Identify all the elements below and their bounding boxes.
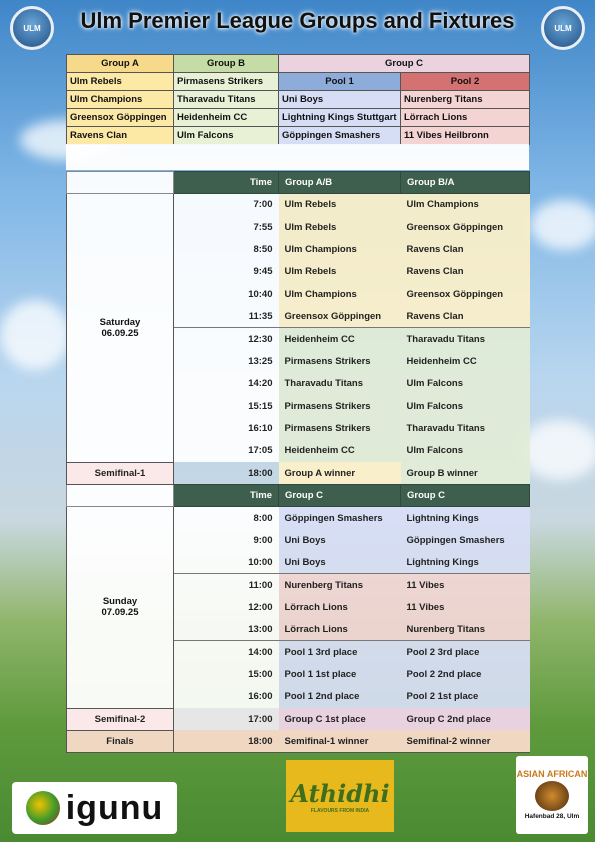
league-logo-left: ULM bbox=[10, 6, 54, 50]
match-team-2: Lightning Kings bbox=[401, 551, 530, 573]
group-a-team: Ulm Rebels bbox=[67, 73, 174, 91]
match-time: 15:00 bbox=[174, 663, 279, 685]
team-header: Group C bbox=[279, 485, 401, 507]
match-team-1: Uni Boys bbox=[279, 529, 401, 551]
semifinal-1 bbox=[67, 462, 530, 484]
header-blank-cell bbox=[67, 485, 174, 507]
match-team-2: Ravens Clan bbox=[401, 238, 530, 260]
igunu-wordmark: igunu bbox=[65, 788, 164, 827]
sponsor-asian-african-logo bbox=[516, 756, 588, 834]
match-time: 8:50 bbox=[174, 238, 279, 260]
match-team-1: Lörrach Lions bbox=[279, 619, 401, 641]
saturday-label bbox=[67, 194, 174, 463]
match-team-1: Nurenberg Titans bbox=[279, 574, 401, 596]
fixture-row bbox=[67, 194, 530, 216]
group-a-team: Greensox Göppingen bbox=[67, 109, 174, 127]
group-b-team: Heidenheim CC bbox=[174, 109, 279, 127]
match-team-2: Pool 2 2nd place bbox=[401, 663, 530, 685]
match-team-1: Heidenheim CC bbox=[279, 440, 401, 462]
match-team-1: Greensox Göppingen bbox=[279, 305, 401, 327]
match-time: 9:45 bbox=[174, 261, 279, 283]
finals bbox=[67, 730, 530, 752]
match-team-1: Pool 1 3rd place bbox=[279, 641, 401, 663]
athidhi-tagline: FLAVOURS FROM INDIA bbox=[310, 807, 370, 814]
match-time: 15:15 bbox=[174, 395, 279, 417]
igunu-mark-icon bbox=[26, 791, 60, 825]
match-team-1: Pirmasens Strikers bbox=[279, 350, 401, 372]
day-name: Sunday bbox=[102, 596, 138, 608]
match-time: 18:00 bbox=[174, 730, 279, 752]
group-a-team: Ulm Champions bbox=[67, 91, 174, 109]
fixture-row bbox=[67, 507, 530, 529]
athidhi-wordmark: Athidhi bbox=[290, 778, 390, 808]
day-date: 07.09.25 bbox=[101, 607, 139, 619]
match-team-2: Greensox Göppingen bbox=[401, 283, 530, 305]
asian-african-wordmark: ASIAN AFRICAN bbox=[516, 769, 588, 779]
match-time: 17:05 bbox=[174, 440, 279, 462]
page-title: Ulm Premier League Groups and Fixtures bbox=[80, 8, 515, 33]
match-time: 11:00 bbox=[174, 574, 279, 596]
match-team-2: Lightning Kings bbox=[401, 507, 530, 529]
sunday-label bbox=[67, 507, 174, 709]
match-team-2: Semifinal-2 winner bbox=[401, 730, 530, 752]
header-blank-cell bbox=[67, 172, 174, 194]
groups-table bbox=[66, 54, 530, 145]
league-logo-right: ULM bbox=[541, 6, 585, 50]
match-team-1: Semifinal-1 winner bbox=[279, 730, 401, 752]
match-time: 7:55 bbox=[174, 216, 279, 238]
sponsor-igunu-logo bbox=[12, 782, 177, 834]
match-time: 14:20 bbox=[174, 373, 279, 395]
match-team-2: Tharavadu Titans bbox=[401, 417, 530, 439]
team-header: Group A/B bbox=[279, 172, 401, 194]
match-team-1: Ulm Champions bbox=[279, 238, 401, 260]
match-team-1: Ulm Rebels bbox=[279, 261, 401, 283]
semifinal-2-label: Semifinal-2 bbox=[67, 708, 174, 730]
pool-1-team: Göppingen Smashers bbox=[279, 127, 401, 145]
pool-1-team: Lightning Kings Stuttgart bbox=[279, 109, 401, 127]
match-time: 14:00 bbox=[174, 641, 279, 663]
match-time: 16:10 bbox=[174, 417, 279, 439]
pool-2-team: 11 Vibes Heilbronn bbox=[401, 127, 530, 145]
match-team-2: Ulm Falcons bbox=[401, 440, 530, 462]
group-b-team: Pirmasens Strikers bbox=[174, 73, 279, 91]
match-team-2: Group B winner bbox=[401, 462, 530, 484]
match-team-2: 11 Vibes bbox=[401, 574, 530, 596]
match-time: 18:00 bbox=[248, 467, 273, 479]
match-team-1: Ulm Rebels bbox=[279, 216, 401, 238]
match-time: 7:00 bbox=[174, 194, 279, 216]
day-name: Saturday bbox=[99, 316, 141, 328]
fixtures-table bbox=[66, 171, 530, 753]
match-team-2: Ulm Falcons bbox=[401, 373, 530, 395]
match-team-2: Heidenheim CC bbox=[401, 350, 530, 372]
match-time: 8:00 bbox=[174, 507, 279, 529]
group-b-team: Ulm Falcons bbox=[174, 127, 279, 145]
pool-2-team: Lörrach Lions bbox=[401, 109, 530, 127]
spacer-band bbox=[66, 144, 529, 170]
sponsor-athidhi-logo bbox=[286, 760, 394, 832]
match-team-2: 11 Vibes bbox=[401, 596, 530, 618]
match-time: 12:30 bbox=[174, 328, 279, 350]
match-team-2: Pool 2 3rd place bbox=[401, 641, 530, 663]
match-team-2: Ravens Clan bbox=[401, 261, 530, 283]
match-team-1: Pirmasens Strikers bbox=[279, 417, 401, 439]
group-b-header: Group B bbox=[174, 55, 279, 73]
match-team-2: Tharavadu Titans bbox=[401, 328, 530, 350]
match-time: 10:00 bbox=[174, 551, 279, 573]
match-team-1: Ulm Champions bbox=[279, 283, 401, 305]
match-team-1: Ulm Rebels bbox=[279, 194, 401, 216]
match-time: 13:25 bbox=[174, 350, 279, 372]
match-team-1: Lörrach Lions bbox=[279, 596, 401, 618]
pool-1-header: Pool 1 bbox=[279, 73, 401, 91]
match-time: 16:00 bbox=[174, 686, 279, 708]
group-a-team: Ravens Clan bbox=[67, 127, 174, 145]
asian-african-address: Hafenbad 28, Ulm bbox=[524, 813, 580, 820]
match-team-1: Heidenheim CC bbox=[279, 328, 401, 350]
pool-2-team: Nurenberg Titans bbox=[401, 91, 530, 109]
africa-globe-icon bbox=[535, 781, 569, 811]
match-team-1: Pool 1 1st place bbox=[279, 663, 401, 685]
match-time: 10:40 bbox=[174, 283, 279, 305]
match-team-2: Pool 2 1st place bbox=[401, 686, 530, 708]
match-team-2: Göppingen Smashers bbox=[401, 529, 530, 551]
match-time: 12:00 bbox=[174, 596, 279, 618]
match-team-2: Greensox Göppingen bbox=[401, 216, 530, 238]
group-b-team: Tharavadu Titans bbox=[174, 91, 279, 109]
match-team-1: Pool 1 2nd place bbox=[279, 686, 401, 708]
match-time: 9:00 bbox=[174, 529, 279, 551]
semifinal-1-label: Semifinal-1 bbox=[67, 462, 174, 484]
time-header: Time bbox=[174, 172, 279, 194]
match-team-1: Group C 1st place bbox=[279, 708, 401, 730]
group-c-header: Group C bbox=[279, 55, 530, 73]
match-team-2: Group C 2nd place bbox=[401, 708, 530, 730]
match-team-1: Göppingen Smashers bbox=[279, 507, 401, 529]
match-team-2: Ulm Champions bbox=[401, 194, 530, 216]
match-team-2: Nurenberg Titans bbox=[401, 619, 530, 641]
semifinal-2 bbox=[67, 708, 530, 730]
match-team-2: Ulm Falcons bbox=[401, 395, 530, 417]
match-time: 11:35 bbox=[174, 305, 279, 327]
group-a-header: Group A bbox=[67, 55, 174, 73]
match-team-1: Uni Boys bbox=[279, 551, 401, 573]
match-time: 13:00 bbox=[174, 619, 279, 641]
team-header: Group C bbox=[401, 485, 530, 507]
team-header: Group B/A bbox=[401, 172, 530, 194]
time-header: Time bbox=[174, 485, 279, 507]
pool-2-header: Pool 2 bbox=[401, 73, 530, 91]
day-date: 06.09.25 bbox=[101, 327, 139, 339]
match-team-1: Pirmasens Strikers bbox=[279, 395, 401, 417]
pool-1-team: Uni Boys bbox=[279, 91, 401, 109]
finals-label: Finals bbox=[67, 730, 174, 752]
match-time: 17:00 bbox=[174, 708, 279, 730]
match-team-1: Group A winner bbox=[279, 462, 401, 484]
match-team-2: Ravens Clan bbox=[401, 305, 530, 327]
match-team-1: Tharavadu Titans bbox=[279, 373, 401, 395]
